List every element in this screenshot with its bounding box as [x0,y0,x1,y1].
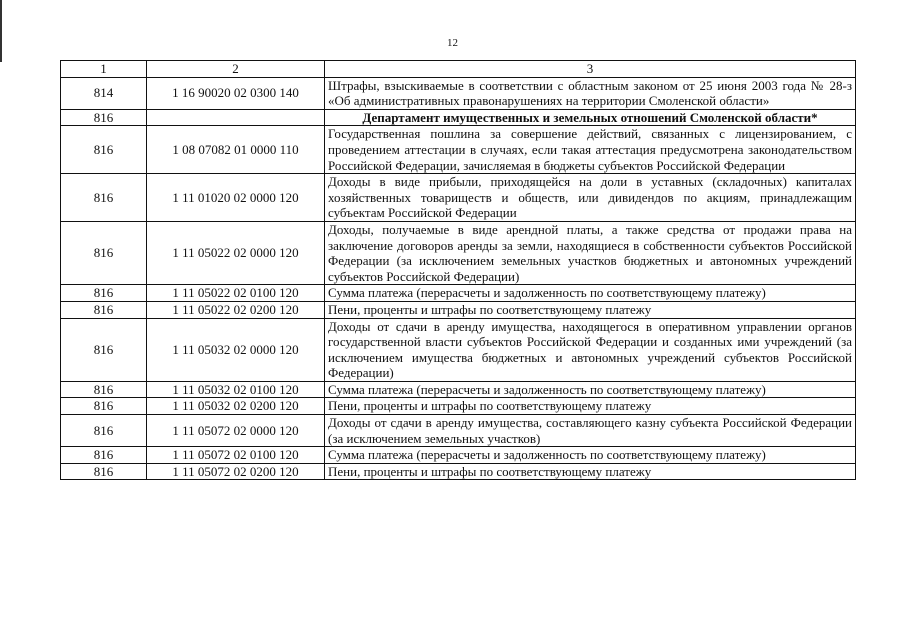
table-row [61,318,856,381]
table-row [61,126,856,174]
table-row [61,109,856,126]
administrator-code-cell: 816 [61,381,147,398]
revenue-name-cell: Штрафы, взыскиваемые в соответствии с областным законом от 25 июня 2003 года № 28-з «Об административных правонарушениях на территории Смоленской области» [325,77,856,109]
table-row [61,381,856,398]
table-row [61,301,856,318]
column-header-3: 3 [325,61,856,78]
table-row [61,415,856,447]
budget-classification-code-cell: 1 11 05022 02 0100 120 [147,285,325,302]
revenue-name-cell: Сумма платежа (перерасчеты и задолженность по соответствующему платежу) [325,285,856,302]
revenue-name-cell: Доходы от сдачи в аренду имущества, находящегося в оперативном управлении органов государственной власти субъектов Российской Федерации и созданных ими учреждений (за исключением имущества бюджетных и автономных учреждений субъектов Российской Федерации) [325,318,856,381]
administrator-code-cell: 816 [61,447,147,464]
revenue-name-cell: Доходы от сдачи в аренду имущества, составляющего казну субъекта Российской Федерации (за исключением земельных участков) [325,415,856,447]
revenue-name-cell: Доходы в виде прибыли, приходящейся на доли в уставных (складочных) капиталах хозяйственных товариществ и обществ, или дивидендов по акциям, принадлежащим субъектам Российской Федерации [325,174,856,222]
budget-classification-code-cell: 1 11 05032 02 0000 120 [147,318,325,381]
table-row [61,174,856,222]
administrator-code-cell: 816 [61,415,147,447]
budget-classification-code-cell: 1 11 01020 02 0000 120 [147,174,325,222]
revenue-name-cell: Пени, проценты и штрафы по соответствующему платежу [325,301,856,318]
budget-classification-code-cell: 1 11 05022 02 0200 120 [147,301,325,318]
budget-classification-code-cell [147,109,325,126]
administrator-code-cell: 816 [61,174,147,222]
revenue-name-cell: Департамент имущественных и земельных отношений Смоленской области* [325,109,856,126]
table-row [61,463,856,480]
administrator-code-cell: 816 [61,463,147,480]
column-header-2: 2 [147,61,325,78]
administrator-code-cell: 816 [61,301,147,318]
table-body [61,61,856,480]
column-header-1: 1 [61,61,147,78]
table-row [61,221,856,284]
revenue-name-cell: Сумма платежа (перерасчеты и задолженность по соответствующему платежу) [325,381,856,398]
budget-classification-code-cell: 1 11 05022 02 0000 120 [147,221,325,284]
budget-classification-code-cell: 1 08 07082 01 0000 110 [147,126,325,174]
revenue-name-cell: Сумма платежа (перерасчеты и задолженность по соответствующему платежу) [325,447,856,464]
revenue-name-cell: Государственная пошлина за совершение действий, связанных с лицензированием, с проведением аттестации в случаях, если такая аттестация предусмотрена законодательством Российской Федерации, зачисляемая в бюджеты субъектов Российской Федерации [325,126,856,174]
budget-classification-code-cell: 1 11 05072 02 0100 120 [147,447,325,464]
administrator-code-cell: 816 [61,221,147,284]
page-number: 12 [447,37,458,49]
table-row [61,398,856,415]
table-row [61,447,856,464]
budget-classification-code-cell: 1 11 05032 02 0200 120 [147,398,325,415]
revenue-name-cell: Пени, проценты и штрафы по соответствующему платежу [325,398,856,415]
administrator-code-cell: 816 [61,285,147,302]
budget-classification-code-cell: 1 16 90020 02 0300 140 [147,77,325,109]
budget-classification-code-cell: 1 11 05072 02 0200 120 [147,463,325,480]
administrator-code-cell: 816 [61,318,147,381]
budget-classification-code-cell: 1 11 05072 02 0000 120 [147,415,325,447]
budget-revenue-table [60,60,856,480]
table-row [61,285,856,302]
administrator-code-cell: 816 [61,126,147,174]
administrator-code-cell: 816 [61,398,147,415]
administrator-code-cell: 814 [61,77,147,109]
administrator-code-cell: 816 [61,109,147,126]
table-row [61,77,856,109]
budget-classification-code-cell: 1 11 05032 02 0100 120 [147,381,325,398]
scan-edge-mark [0,0,2,62]
revenue-name-cell: Пени, проценты и штрафы по соответствующему платежу [325,463,856,480]
revenue-name-cell: Доходы, получаемые в виде арендной платы, а также средства от продажи права на заключение договоров аренды за земли, находящиеся в собственности субъектов Российской Федерации (за исключением земельных участков бюджетных и автономных учреждений субъектов Российской Федерации) [325,221,856,284]
table-header-row [61,61,856,78]
